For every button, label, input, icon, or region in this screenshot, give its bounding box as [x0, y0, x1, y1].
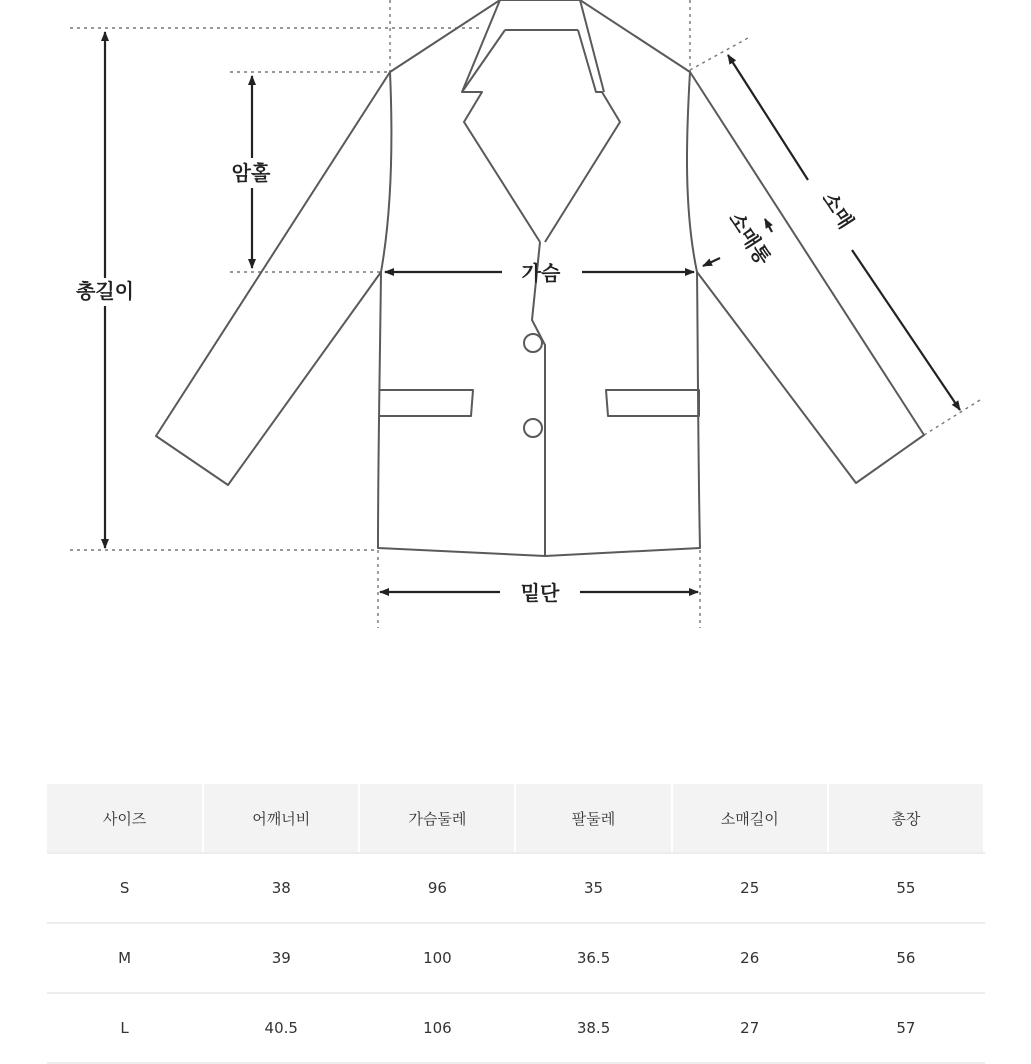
cell-size: L	[47, 993, 203, 1063]
cell-shoulder-width: 39	[203, 923, 359, 993]
sleeve-width-label: 소매통	[724, 207, 776, 270]
sleeve-arrow-bottom	[852, 250, 960, 410]
header-size: 사이즈	[47, 784, 203, 853]
cell-sleeve-length: 26	[672, 923, 828, 993]
pocket-right	[606, 390, 699, 416]
size-table	[47, 784, 985, 1064]
table-row	[47, 853, 984, 923]
header-arm-circumference: 팔둘레	[515, 784, 671, 853]
header-total-length: 총장	[828, 784, 984, 853]
cell-arm-circumference: 38.5	[515, 993, 671, 1063]
cell-total-length: 56	[828, 923, 984, 993]
size-table-header-row	[47, 784, 984, 853]
header-shoulder-width: 어깨너비	[203, 784, 359, 853]
sleeve-label: 소매	[817, 187, 859, 233]
cell-sleeve-length: 25	[672, 853, 828, 923]
armhole-label: 암홀	[231, 161, 271, 185]
left-sleeve	[156, 72, 390, 485]
header-chest-circumference: 가슴둘레	[359, 784, 515, 853]
button-bottom	[524, 419, 542, 437]
hem-label: 밑단	[520, 581, 560, 605]
cell-chest-circumference: 96	[359, 853, 515, 923]
placket	[532, 242, 545, 556]
right-sleeve	[690, 72, 924, 483]
sleeve-width-arrow-top	[765, 219, 772, 232]
cell-arm-circumference: 35	[515, 853, 671, 923]
table-row	[47, 923, 984, 993]
cell-arm-circumference: 36.5	[515, 923, 671, 993]
cell-shoulder-width: 38	[203, 853, 359, 923]
button-top	[524, 334, 542, 352]
cell-chest-circumference: 106	[359, 993, 515, 1063]
chest-label: 가슴	[521, 261, 561, 285]
sleeve-width-arrow-bottom	[703, 258, 720, 266]
cell-total-length: 55	[828, 853, 984, 923]
cell-sleeve-length: 27	[672, 993, 828, 1063]
header-sleeve-length: 소매길이	[672, 784, 828, 853]
sleeve-arrow-top	[728, 55, 808, 180]
guide-lines	[70, 0, 980, 628]
cell-size: S	[47, 853, 203, 923]
cell-size: M	[47, 923, 203, 993]
pocket-left	[380, 390, 473, 416]
cell-total-length: 57	[828, 993, 984, 1063]
table-row	[47, 993, 984, 1063]
cell-chest-circumference: 100	[359, 923, 515, 993]
total-length-label: 총길이	[76, 279, 134, 303]
cell-shoulder-width: 40.5	[203, 993, 359, 1063]
